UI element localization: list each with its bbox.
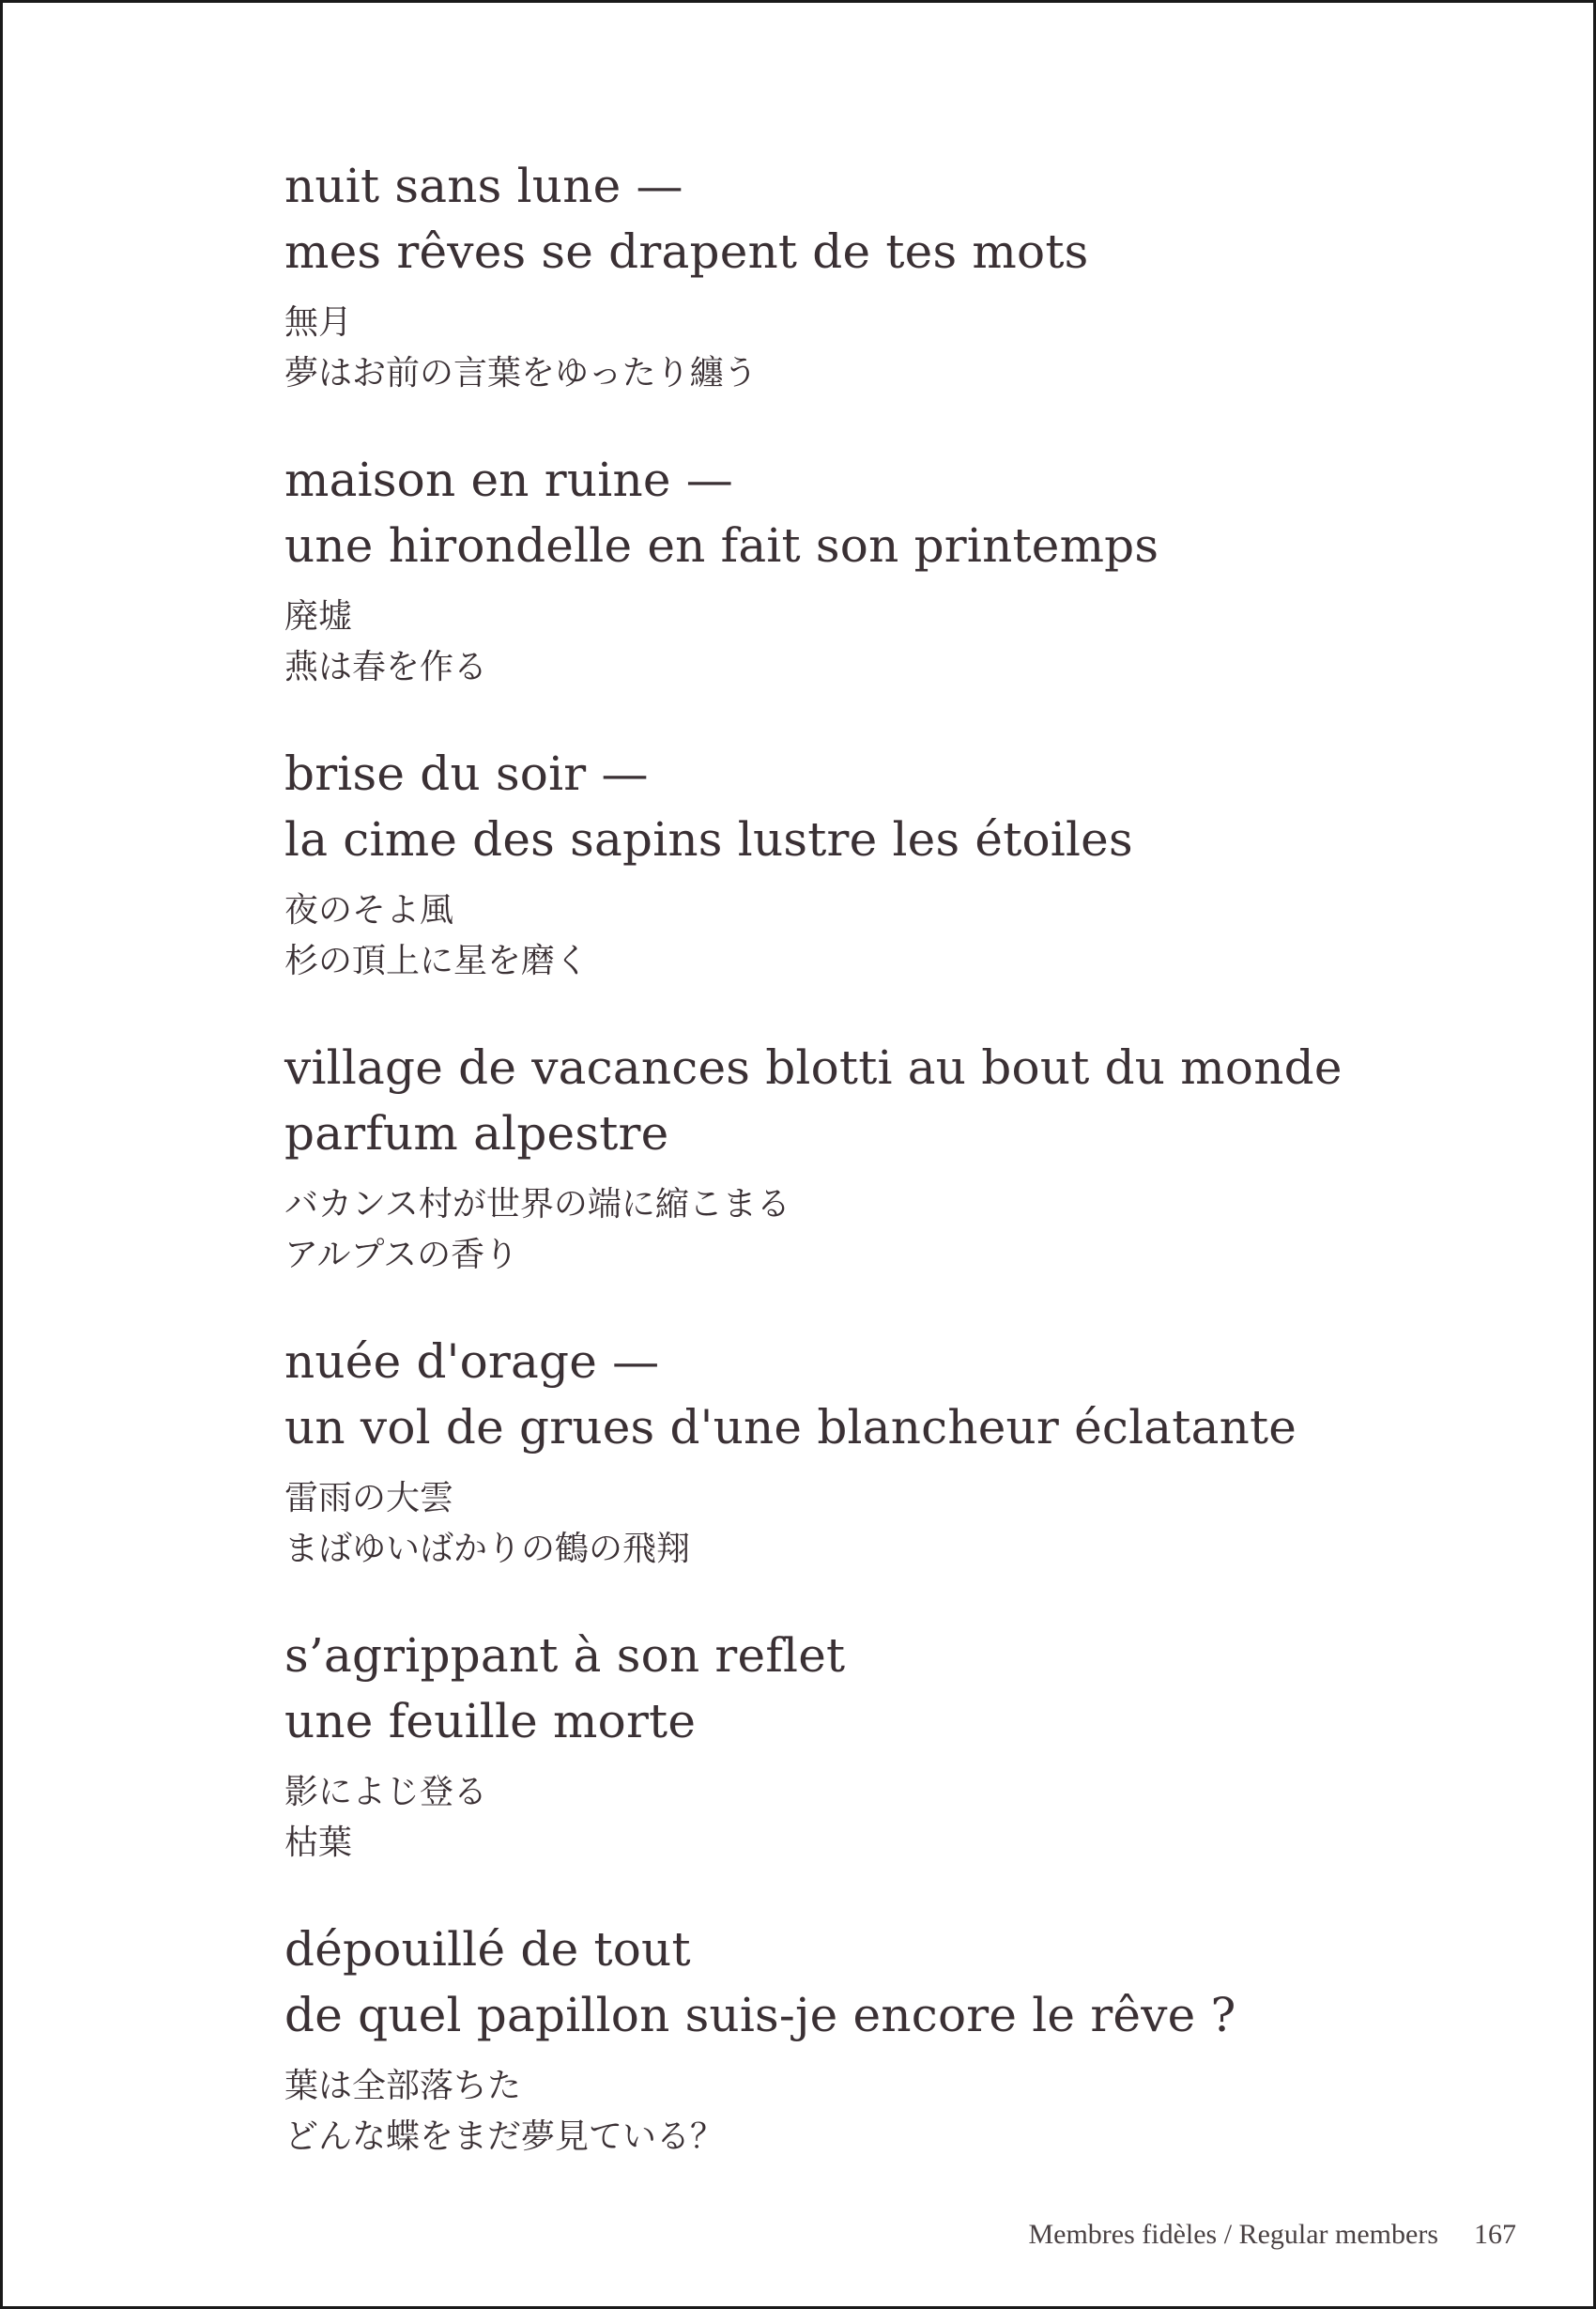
haiku-2-french-line-1: maison en ruine —	[284, 453, 733, 507]
haiku-1	[284, 153, 1411, 447]
haiku-3-japanese-line-1: 夜のそよ風	[284, 891, 454, 930]
page-footer	[1028, 2219, 1516, 2251]
section-label: Membres fidèles / Regular members	[1028, 2219, 1438, 2250]
haiku-7-french-line-2: de quel papillon suis-je encore le rêve ?	[284, 1988, 1236, 2042]
haiku-7	[284, 1916, 1411, 2210]
haiku-7-japanese-line-2: どんな蝶をまだ夢見ている？	[284, 2117, 725, 2156]
haiku-5-french-line-2: un vol de grues d'une blancheur éclatante	[284, 1400, 1297, 1455]
haiku-6-french-line-2: une feuille morte	[284, 1694, 697, 1748]
haiku-1-japanese-line-1: 無月	[284, 303, 353, 342]
haiku-5	[284, 1329, 1411, 1623]
page-number: 167	[1474, 2219, 1516, 2250]
haiku-1-french-line-2: mes rêves se drapent de tes mots	[284, 224, 1089, 279]
haiku-4-japanese-line-1: バカンス村が世界の端に縮こまる	[284, 1185, 790, 1224]
haiku-6-japanese-line-2: 枯葉	[284, 1824, 353, 1862]
haiku-2	[284, 447, 1411, 741]
haiku-4-japanese-line-2: アルプスの香り	[284, 1236, 519, 1274]
haiku-list	[284, 153, 1411, 2210]
haiku-4	[284, 1035, 1411, 1329]
haiku-5-japanese-line-2: まばゆいばかりの鶴の飛翔	[284, 1530, 691, 1568]
haiku-4-french-line-1: village de vacances blotti au bout du monde	[284, 1040, 1343, 1095]
haiku-7-japanese-line-1: 葉は全部落ちた	[284, 2067, 522, 2105]
haiku-1-japanese-line-2: 夢はお前の言葉をゆったり纏う	[284, 354, 758, 393]
haiku-7-french-line-1: dépouillé de tout	[284, 1922, 691, 1977]
haiku-3	[284, 741, 1411, 1035]
haiku-6-french-line-1: s’agrippant à son reflet	[284, 1628, 846, 1683]
haiku-5-french-line-1: nuée d'orage —	[284, 1334, 660, 1389]
haiku-3-japanese-line-2: 杉の頂上に星を磨く	[284, 942, 590, 980]
haiku-1-french-line-1: nuit sans lune —	[284, 159, 683, 213]
haiku-2-japanese-line-1: 廃墟	[284, 597, 353, 636]
haiku-6	[284, 1623, 1411, 1916]
haiku-5-japanese-line-1: 雷雨の大雲	[284, 1479, 454, 1517]
haiku-2-japanese-line-2: 燕は春を作る	[284, 648, 488, 686]
haiku-3-french-line-2: la cime des sapins lustre les étoiles	[284, 812, 1133, 867]
haiku-6-japanese-line-1: 影によじ登る	[284, 1773, 488, 1811]
haiku-2-french-line-2: une hirondelle en fait son printemps	[284, 518, 1159, 573]
haiku-4-french-line-2: parfum alpestre	[284, 1106, 669, 1161]
haiku-3-french-line-1: brise du soir —	[284, 747, 649, 801]
